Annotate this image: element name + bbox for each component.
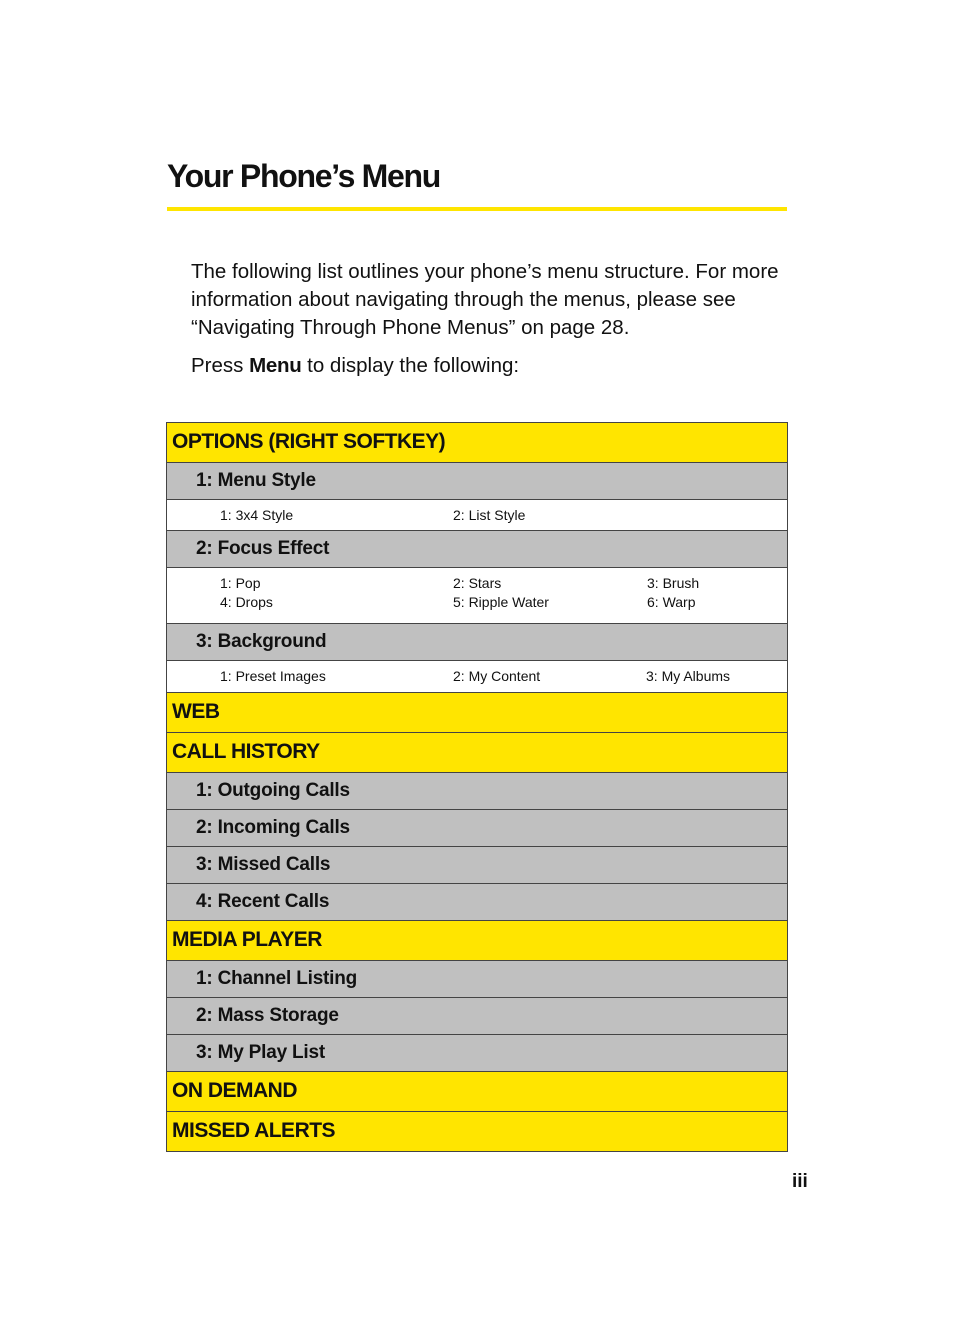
missed-calls-row: 3: Missed Calls (167, 847, 787, 884)
title-underline (167, 207, 787, 211)
background-row: 3: Background (167, 624, 787, 661)
list-item: 3: My Albums (646, 668, 731, 684)
focus-effect-items-row (167, 568, 787, 624)
menu-web-row: WEB (167, 693, 787, 733)
list-item: 1: 3x4 Style (220, 507, 294, 523)
press-instruction (191, 352, 519, 380)
list-item: 4: Drops (220, 594, 273, 610)
menu-style-items-row (167, 500, 787, 531)
background-items-row (167, 661, 787, 693)
my-play-list-row: 3: My Play List (167, 1035, 787, 1072)
list-item: 6: Warp (647, 594, 696, 610)
menu-media-player-row: MEDIA PLAYER (167, 921, 787, 961)
list-item: 1: Pop (220, 575, 261, 591)
list-item: 2: Stars (453, 575, 502, 591)
incoming-calls-row: 2: Incoming Calls (167, 810, 787, 847)
menu-on-demand-row: ON DEMAND (167, 1072, 787, 1112)
page-title: Your Phone’s Menu (167, 158, 441, 194)
intro-paragraph: The following list outlines your phone’s menu structure. For more information about navigating through the menus, please see “Navigating Through Phone Menus” on page 28. (191, 260, 779, 339)
recent-calls-row: 4: Recent Calls (167, 884, 787, 921)
list-item: 3: Brush (647, 575, 700, 591)
menu-key-label: Menu (249, 354, 302, 377)
channel-listing-row: 1: Channel Listing (167, 961, 787, 998)
mass-storage-row: 2: Mass Storage (167, 998, 787, 1035)
menu-missed-alerts-row: MISSED ALERTS (167, 1112, 787, 1152)
page-number: iii (792, 1171, 808, 1192)
focus-effect-row: 2: Focus Effect (167, 531, 787, 568)
menu-options-row: OPTIONS (RIGHT SOFTKEY) (167, 423, 787, 463)
list-item: 2: My Content (453, 668, 541, 684)
outgoing-calls-row: 1: Outgoing Calls (167, 773, 787, 810)
press-text-before: Press (191, 354, 250, 377)
list-item: 1: Preset Images (220, 668, 326, 684)
list-item: 5: Ripple Water (453, 594, 549, 610)
menu-structure-table (166, 422, 788, 1152)
press-text-after: to display the following: (301, 354, 520, 377)
list-item: 2: List Style (453, 507, 526, 523)
menu-call-history-row: CALL HISTORY (167, 733, 787, 773)
menu-style-row: 1: Menu Style (167, 463, 787, 500)
